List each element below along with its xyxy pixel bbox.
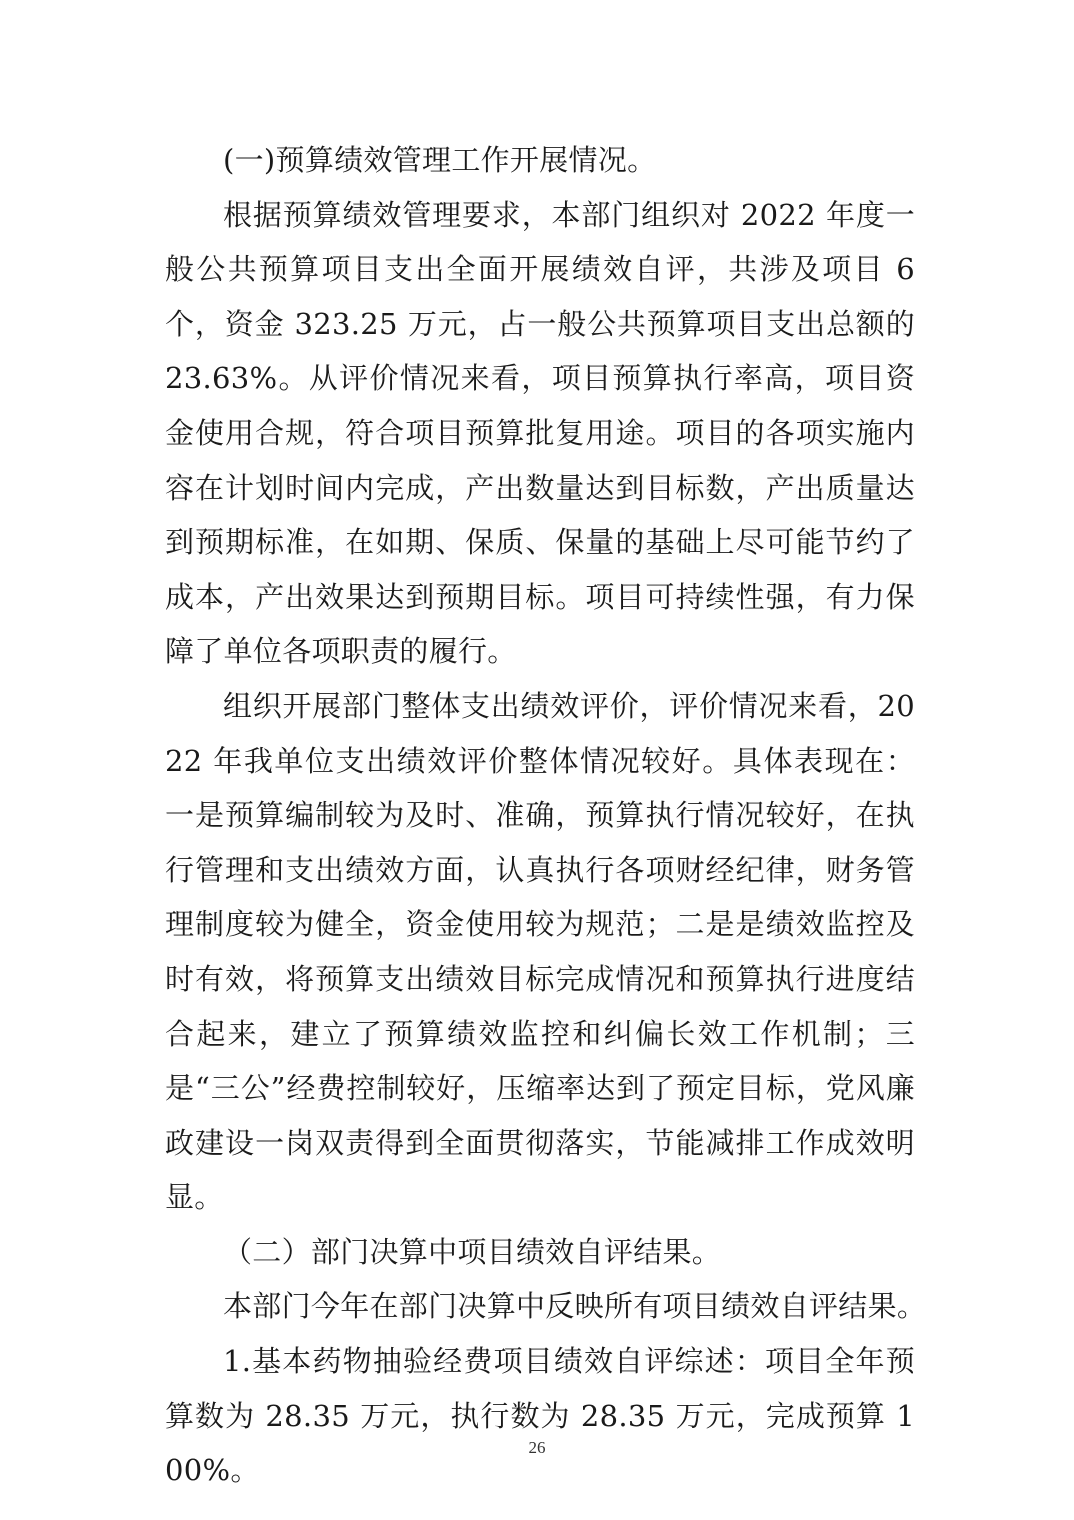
paragraph-item-1: 1.基本药物抽验经费项目绩效自评综述：项目全年预算数为 28.35 万元，执行数为 28.35 万元，完成预算 100%。 <box>165 1344 915 1488</box>
page-number: 26 <box>528 1438 546 1457</box>
section-heading-2: （二）部门决算中项目绩效自评结果。 <box>223 1234 722 1269</box>
document-body <box>165 133 927 1498</box>
paragraph-final-accounts: 本部门今年在部门决算中反映所有项目绩效自评结果。 <box>223 1289 927 1324</box>
section-heading-1: (一)预算绩效管理工作开展情况。 <box>223 143 657 177</box>
paragraph-department-evaluation: 组织开展部门整体支出绩效评价，评价情况来看，2022 年我单位支出绩效评价整体情况较好。具体表现在：一是预算编制较为及时、准确，预算执行情况较好，在执行管理和支出绩效方面，认真执行各项财经纪律，财务管理制度较为健全，资金使用较为规范；二是是绩效监控及时有效，将预算支出绩效目标完成情况和预算执行进度结合起来，建立了预算绩效监控和纠偏长效工作机制；三是“三公”经费控制较好，压缩率达到了预定目标，党风廉政建设一岗双责得到全面贯彻落实，节能减排工作成效明显。 <box>165 688 915 1215</box>
paragraph-project-self-evaluation: 根据预算绩效管理要求，本部门组织对 2022 年度一般公共预算项目支出全面开展绩效自评，共涉及项目 6 个，资金 323.25 万元，占一般公共预算项目支出总额的 23.63%。从评价情况来看，项目预算执行率高，项目资金使用合规，符合项目预算批复用途。项目的各项实施内容在计划时间内完成，产出数量达到目标数，产出质量达到预期标准，在如期、保质、保量的基础上尽可能节约了成本，产出效果达到预期目标。项目可持续性强，有力保障了单位各项职责的履行。 <box>165 197 915 669</box>
